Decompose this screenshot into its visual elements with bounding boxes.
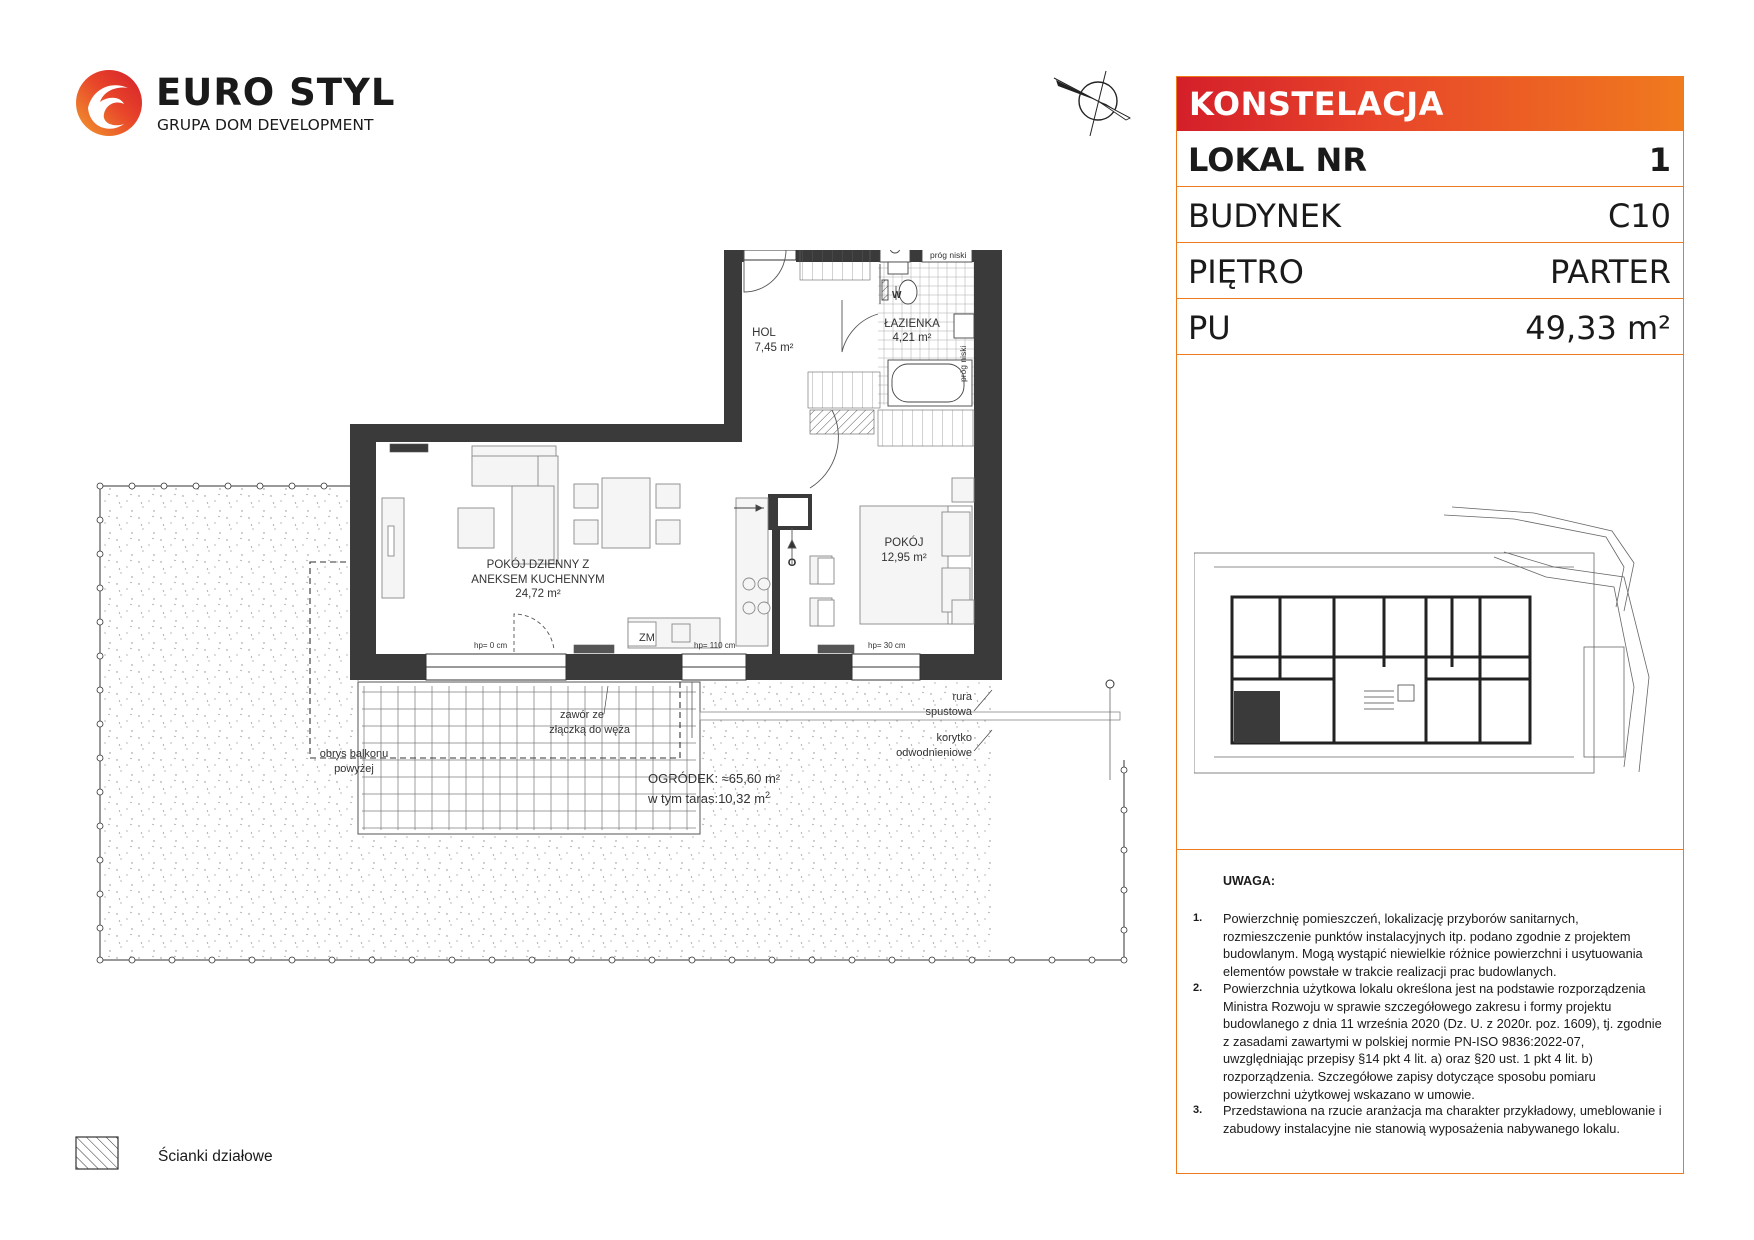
logo-mark-icon — [74, 68, 144, 138]
apartment-info-panel — [1176, 76, 1684, 1174]
note-text: Przedstawiona na rzucie aranżacja ma charakter przykładowy, umeblowanie i zabudowy instalacyjne nie stanowią wyposażenia nabywanego lokalu. — [1223, 1103, 1662, 1136]
label-obrys-2: powyżej — [334, 763, 374, 775]
room-area-lazienka: 4,21 m² — [892, 332, 932, 344]
room-name-lazienka: ŁAZIENKA — [884, 318, 940, 330]
label-taras: w tym taras:10,32 $m^2$ — [648, 790, 771, 806]
euro-styl-logo — [74, 68, 394, 148]
building-key-plan — [1194, 427, 1672, 827]
label-zawor-2: złączką do węża — [549, 724, 630, 736]
notes-title: UWAGA: — [1223, 874, 1276, 888]
brand-tagline: GRUPA DOM DEVELOPMENT — [157, 116, 374, 134]
partition-walls-legend-swatch — [75, 1136, 119, 1170]
info-label: PU — [1188, 309, 1231, 347]
note-text: Powierzchnia użytkowa lokalu określona jest na podstawie rozporządzenia Ministra Rozwoju w sprawie szczegółowego zakresu i formy projektu budowlanego z dnia 11 września 2020 (Dz. U. z 2020r. poz. 1609), tj. zgodnie z zasadami zawartymi w polskiej normie PN-ISO 9836:2022-07, uwzględniając przepisy §14 pkt 4 lit. a) oraz §20 ust. 1 pkt 4 lit. b) rozporządzenia. Szczegółowe zapisy dotyczące sposobu pomiaru powierzchni użytkowej wskazano w umowie. — [1223, 981, 1662, 1102]
north-arrow-icon — [1050, 68, 1140, 142]
label-zm: ZM — [639, 632, 655, 644]
info-row-lokal — [1177, 131, 1683, 187]
note-number: 3. — [1193, 1104, 1203, 1116]
label-rura-2: spustowa — [925, 706, 972, 718]
note-number: 1. — [1193, 912, 1203, 924]
label-rura-1: rura — [952, 691, 972, 703]
info-value: 1 — [1648, 141, 1671, 179]
label-ogrodek: OGRÓDEK: ≈65,60 m² — [648, 771, 781, 786]
drainage-channel — [700, 712, 1120, 720]
room-area-hol: 7,45 m² — [754, 342, 794, 354]
info-value: C10 — [1607, 197, 1671, 235]
info-value: 49,33 m² — [1525, 309, 1671, 347]
room-area-living: 24,72 m² — [515, 588, 561, 600]
info-label: PIĘTRO — [1188, 253, 1304, 291]
info-row-pietro — [1177, 243, 1683, 299]
notes-separator — [1177, 849, 1683, 850]
label-hp30: hp= 30 cm — [868, 641, 906, 650]
note-text: Powierzchnię pomieszczeń, lokalizację przyborów sanitarnych, rozmieszczenie punktów instalacyjnych itp. podano zgodnie z projektem budowlanym. Mogą wystąpić niewielkie różnice powierzchni i usytuowania elementów powstałe w trakcie realizacji prac budowlanych. — [1223, 911, 1643, 979]
project-header — [1177, 77, 1683, 131]
room-name-living-1: POKÓJ DZIENNY Z — [486, 559, 590, 571]
info-label: LOKAL NR — [1188, 141, 1367, 179]
info-row-budynek — [1177, 187, 1683, 243]
info-value: PARTER — [1549, 253, 1671, 291]
label-korytko-1: korytko — [936, 732, 972, 744]
floor-plan — [92, 250, 1142, 990]
label-w: W — [892, 290, 902, 301]
label-o: O — [787, 557, 797, 569]
label-obrys-1: obrys balkonu — [319, 748, 389, 760]
info-row-pu — [1177, 299, 1683, 355]
room-name-hol: HOL — [752, 327, 776, 339]
room-name-pokoj: POKÓJ — [884, 537, 924, 549]
room-area-pokoj: 12,95 m² — [881, 552, 927, 564]
label-korytko-2: odwodnieniowe — [896, 747, 972, 759]
brand-name: EURO STYL — [156, 71, 396, 114]
note-number: 2. — [1193, 982, 1203, 994]
label-zawor-1: zawór ze — [559, 709, 604, 721]
highlighted-apartment — [1234, 691, 1280, 743]
info-label: BUDYNEK — [1188, 197, 1341, 235]
legend-label: Ścianki działowe — [158, 1148, 273, 1165]
label-hp0: hp= 0 cm — [474, 641, 508, 650]
room-name-living-2: ANEKSEM KUCHENNYM — [471, 574, 605, 586]
label-prog-niski-2: próg niski — [958, 345, 968, 382]
project-name: KONSTELACJA — [1189, 85, 1444, 123]
label-prog-niski-1: próg niski — [930, 250, 967, 260]
label-hp110: hp= 110 cm — [694, 641, 736, 650]
